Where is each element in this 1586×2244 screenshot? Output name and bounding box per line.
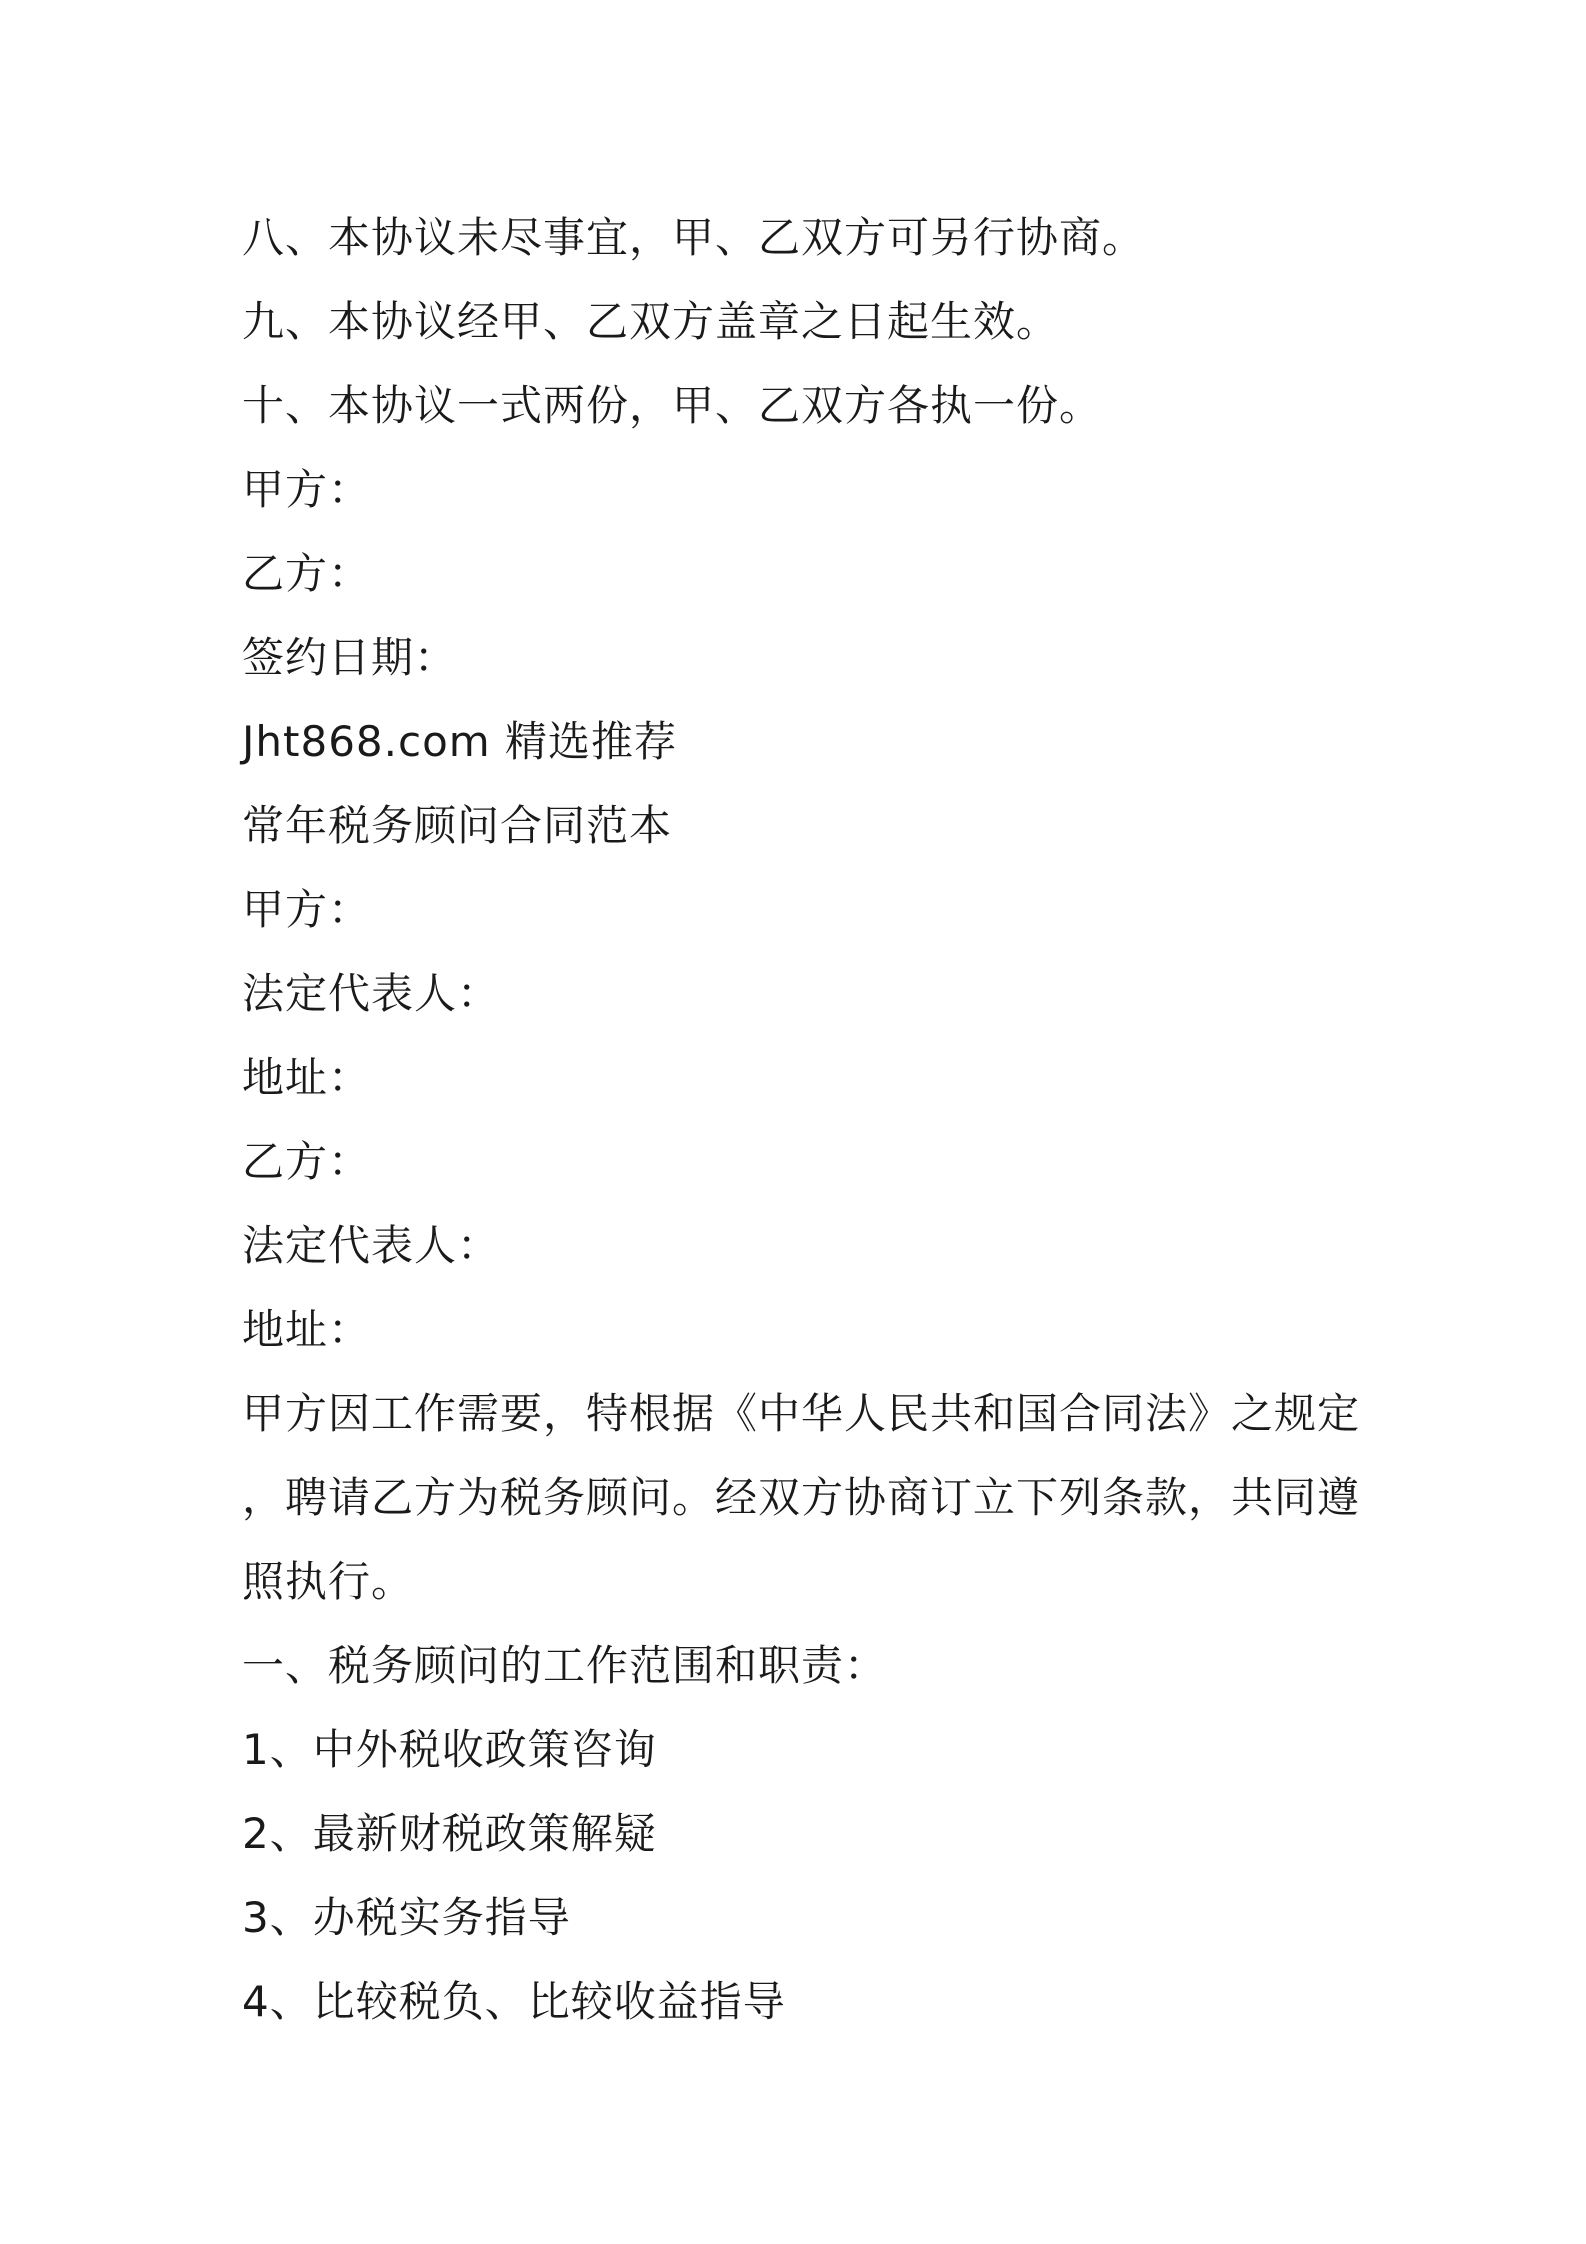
scope-item-1: 1、中外税收政策咨询: [242, 1725, 657, 1774]
scope-item-4: 4、比较税负、比较收益指导: [242, 1977, 786, 2026]
preamble-line-3: 照执行。: [242, 1557, 415, 1606]
preamble-line-1: 甲方因工作需要，特根据《中华人民共和国合同法》之规定: [242, 1389, 1361, 1438]
clause-10: 十、本协议一式两份，甲、乙双方各执一份。: [242, 381, 1103, 430]
contract-title: 常年税务顾问合同范本: [242, 801, 673, 850]
party-b-signature-label: 乙方：: [242, 549, 372, 598]
party-b-address-label: 地址：: [242, 1305, 372, 1354]
scope-item-3: 3、办税实务指导: [242, 1893, 571, 1942]
party-a-signature-label: 甲方：: [242, 465, 372, 514]
section-1-heading: 一、税务顾问的工作范围和职责：: [242, 1641, 888, 1690]
party-a-label: 甲方：: [242, 885, 372, 934]
signing-date-label: 签约日期：: [242, 633, 458, 682]
clause-9: 九、本协议经甲、乙双方盖章之日起生效。: [242, 297, 1060, 346]
preamble-line-2: ，聘请乙方为税务顾问。经双方协商订立下列条款，共同遵: [242, 1473, 1361, 1522]
scope-item-2: 2、最新财税政策解疑: [242, 1809, 657, 1858]
party-a-representative-label: 法定代表人：: [242, 969, 501, 1018]
site-recommendation: Jht868.com 精选推荐: [242, 717, 678, 766]
party-a-address-label: 地址：: [242, 1053, 372, 1102]
party-b-representative-label: 法定代表人：: [242, 1221, 501, 1270]
party-b-label: 乙方：: [242, 1137, 372, 1186]
document-body: [242, 196, 1362, 2044]
clause-8: 八、本协议未尽事宜，甲、乙双方可另行协商。: [242, 213, 1146, 262]
